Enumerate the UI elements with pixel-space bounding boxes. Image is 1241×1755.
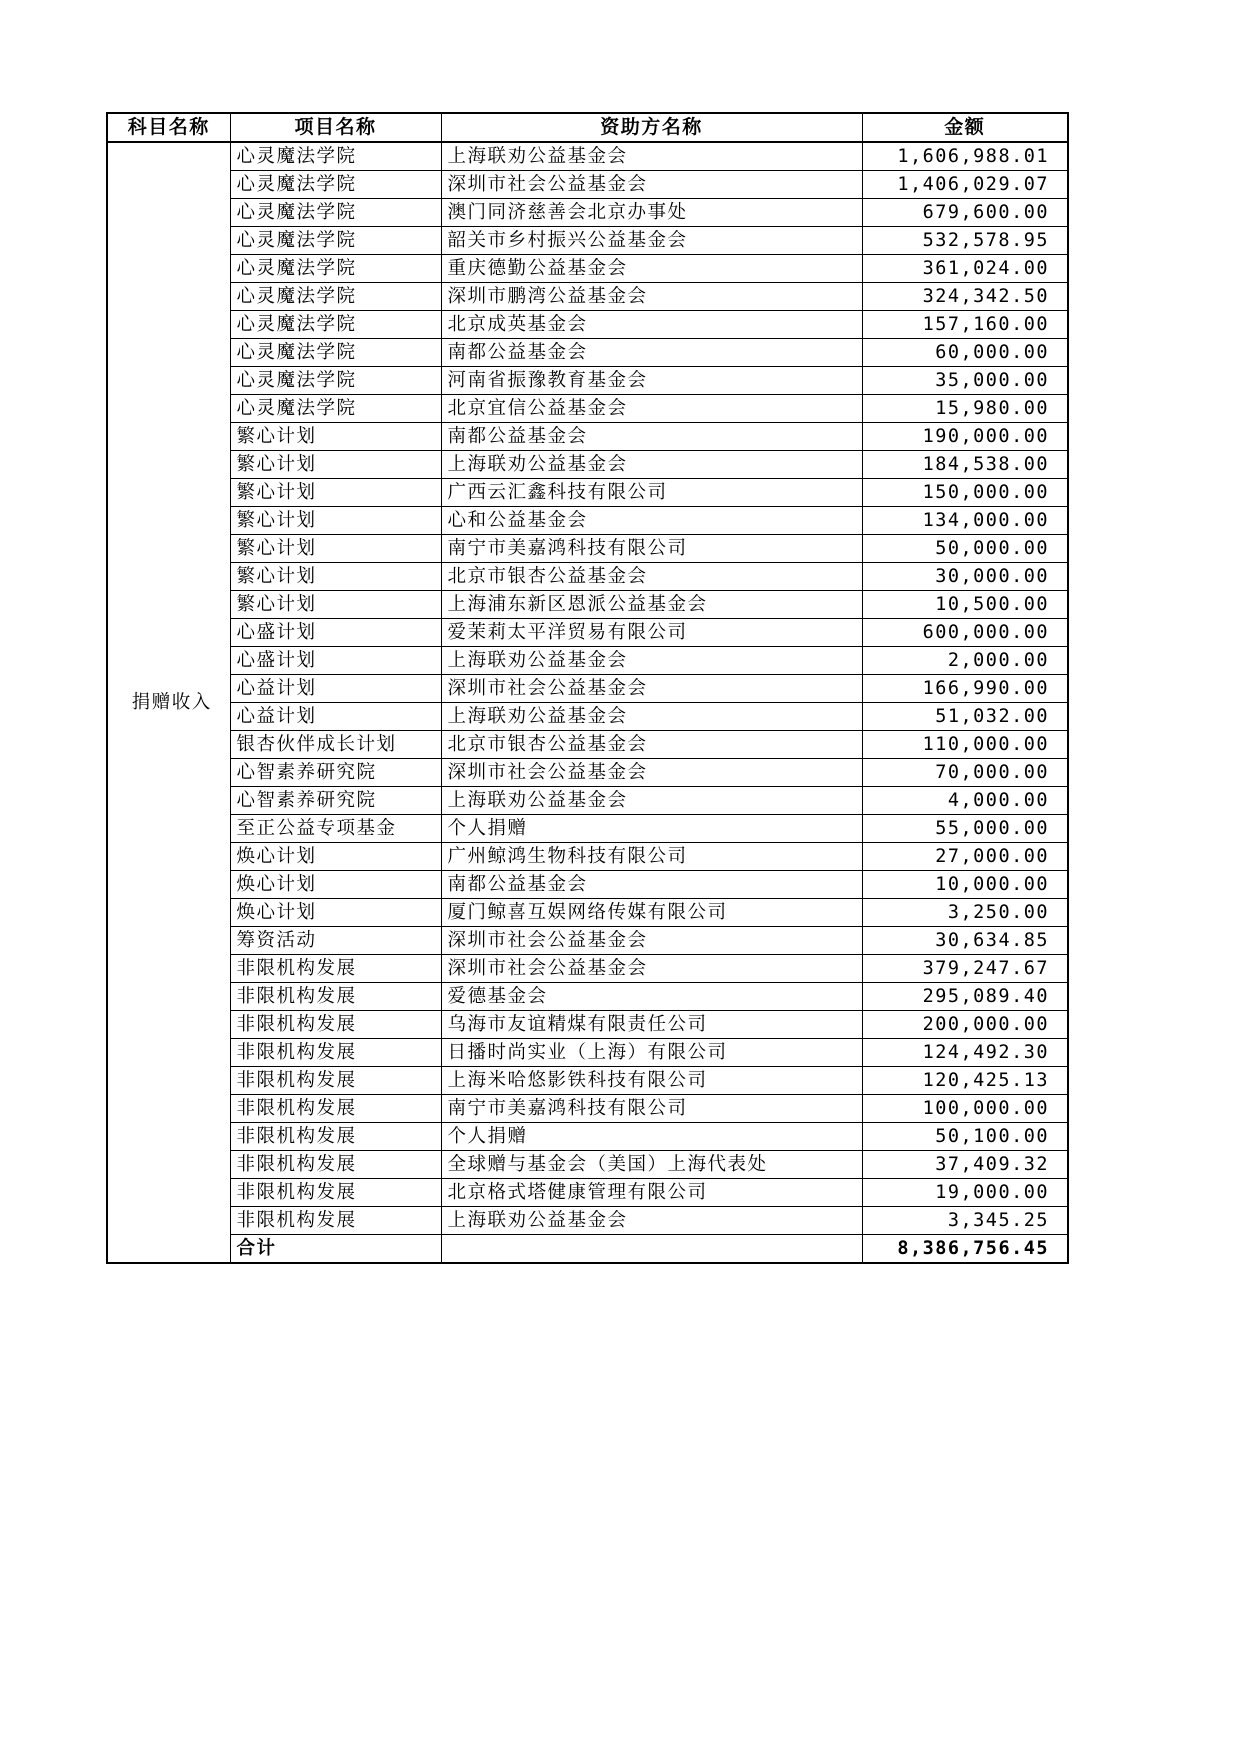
project-cell: 心益计划 bbox=[230, 675, 441, 703]
project-cell: 繁心计划 bbox=[230, 507, 441, 535]
header-funder: 资助方名称 bbox=[441, 113, 862, 142]
funder-cell: 乌海市友谊精煤有限责任公司 bbox=[441, 1011, 862, 1039]
table-header-row bbox=[107, 113, 1068, 142]
project-cell: 筹资活动 bbox=[230, 927, 441, 955]
table-row bbox=[107, 843, 1068, 871]
funder-cell: 上海联劝公益基金会 bbox=[441, 647, 862, 675]
funder-cell: 南都公益基金会 bbox=[441, 339, 862, 367]
funder-cell: 重庆德勤公益基金会 bbox=[441, 255, 862, 283]
amount-cell: 157,160.00 bbox=[862, 311, 1068, 339]
table-row bbox=[107, 423, 1068, 451]
amount-cell: 70,000.00 bbox=[862, 759, 1068, 787]
project-cell: 心智素养研究院 bbox=[230, 759, 441, 787]
amount-cell: 30,000.00 bbox=[862, 563, 1068, 591]
amount-cell: 134,000.00 bbox=[862, 507, 1068, 535]
table-row bbox=[107, 1095, 1068, 1123]
table-row bbox=[107, 535, 1068, 563]
project-cell: 心灵魔法学院 bbox=[230, 255, 441, 283]
funder-cell: 南宁市美嘉鸿科技有限公司 bbox=[441, 535, 862, 563]
project-cell: 非限机构发展 bbox=[230, 1179, 441, 1207]
funder-cell: 爱德基金会 bbox=[441, 983, 862, 1011]
project-cell: 非限机构发展 bbox=[230, 1039, 441, 1067]
amount-cell: 15,980.00 bbox=[862, 395, 1068, 423]
amount-cell: 3,250.00 bbox=[862, 899, 1068, 927]
amount-cell: 324,342.50 bbox=[862, 283, 1068, 311]
amount-cell: 60,000.00 bbox=[862, 339, 1068, 367]
project-cell: 焕心计划 bbox=[230, 843, 441, 871]
funder-cell: 日播时尚实业（上海）有限公司 bbox=[441, 1039, 862, 1067]
table-row bbox=[107, 899, 1068, 927]
amount-cell: 50,000.00 bbox=[862, 535, 1068, 563]
table-body bbox=[107, 142, 1068, 1263]
funder-cell: 深圳市社会公益基金会 bbox=[441, 955, 862, 983]
table-row bbox=[107, 871, 1068, 899]
funder-cell: 南宁市美嘉鸿科技有限公司 bbox=[441, 1095, 862, 1123]
amount-cell: 361,024.00 bbox=[862, 255, 1068, 283]
funder-cell: 韶关市乡村振兴公益基金会 bbox=[441, 227, 862, 255]
amount-cell: 1,406,029.07 bbox=[862, 171, 1068, 199]
project-cell: 心灵魔法学院 bbox=[230, 171, 441, 199]
project-cell: 心灵魔法学院 bbox=[230, 227, 441, 255]
table-row bbox=[107, 283, 1068, 311]
funder-cell: 深圳市鹏湾公益基金会 bbox=[441, 283, 862, 311]
table-row bbox=[107, 1039, 1068, 1067]
project-cell: 非限机构发展 bbox=[230, 1011, 441, 1039]
project-cell: 繁心计划 bbox=[230, 479, 441, 507]
amount-cell: 55,000.00 bbox=[862, 815, 1068, 843]
project-cell: 银杏伙伴成长计划 bbox=[230, 731, 441, 759]
project-cell: 心灵魔法学院 bbox=[230, 283, 441, 311]
funder-cell: 北京宜信公益基金会 bbox=[441, 395, 862, 423]
amount-cell: 19,000.00 bbox=[862, 1179, 1068, 1207]
project-cell: 繁心计划 bbox=[230, 535, 441, 563]
table-row bbox=[107, 1151, 1068, 1179]
funder-cell: 广州鲸鸿生物科技有限公司 bbox=[441, 843, 862, 871]
total-amount: 8,386,756.45 bbox=[862, 1235, 1068, 1264]
amount-cell: 679,600.00 bbox=[862, 199, 1068, 227]
table-row bbox=[107, 787, 1068, 815]
funder-cell: 上海联劝公益基金会 bbox=[441, 1207, 862, 1235]
project-cell: 非限机构发展 bbox=[230, 1095, 441, 1123]
table-row bbox=[107, 142, 1068, 171]
project-cell: 非限机构发展 bbox=[230, 955, 441, 983]
table-row bbox=[107, 619, 1068, 647]
amount-cell: 124,492.30 bbox=[862, 1039, 1068, 1067]
funder-cell: 厦门鲸喜互娱网络传媒有限公司 bbox=[441, 899, 862, 927]
total-empty-cell bbox=[441, 1235, 862, 1264]
funder-cell: 澳门同济慈善会北京办事处 bbox=[441, 199, 862, 227]
header-project: 项目名称 bbox=[230, 113, 441, 142]
project-cell: 心灵魔法学院 bbox=[230, 395, 441, 423]
table-row bbox=[107, 1207, 1068, 1235]
project-cell: 心益计划 bbox=[230, 703, 441, 731]
project-cell: 心灵魔法学院 bbox=[230, 311, 441, 339]
header-subject: 科目名称 bbox=[107, 113, 230, 142]
project-cell: 繁心计划 bbox=[230, 451, 441, 479]
table-row bbox=[107, 339, 1068, 367]
amount-cell: 600,000.00 bbox=[862, 619, 1068, 647]
funder-cell: 河南省振豫教育基金会 bbox=[441, 367, 862, 395]
amount-cell: 30,634.85 bbox=[862, 927, 1068, 955]
project-cell: 心灵魔法学院 bbox=[230, 142, 441, 171]
table-row bbox=[107, 227, 1068, 255]
project-cell: 心灵魔法学院 bbox=[230, 339, 441, 367]
amount-cell: 166,990.00 bbox=[862, 675, 1068, 703]
table-row bbox=[107, 983, 1068, 1011]
funder-cell: 北京市银杏公益基金会 bbox=[441, 563, 862, 591]
funder-cell: 北京市银杏公益基金会 bbox=[441, 731, 862, 759]
funder-cell: 南都公益基金会 bbox=[441, 871, 862, 899]
amount-cell: 10,000.00 bbox=[862, 871, 1068, 899]
table-row bbox=[107, 591, 1068, 619]
amount-cell: 295,089.40 bbox=[862, 983, 1068, 1011]
project-cell: 非限机构发展 bbox=[230, 1207, 441, 1235]
funder-cell: 上海联劝公益基金会 bbox=[441, 451, 862, 479]
table-row bbox=[107, 563, 1068, 591]
table-row bbox=[107, 927, 1068, 955]
project-cell: 心智素养研究院 bbox=[230, 787, 441, 815]
category-cell: 捐赠收入 bbox=[107, 142, 230, 1263]
amount-cell: 120,425.13 bbox=[862, 1067, 1068, 1095]
amount-cell: 51,032.00 bbox=[862, 703, 1068, 731]
funder-cell: 全球赠与基金会（美国）上海代表处 bbox=[441, 1151, 862, 1179]
table-row bbox=[107, 367, 1068, 395]
project-cell: 繁心计划 bbox=[230, 423, 441, 451]
donation-income-table bbox=[106, 112, 1069, 1264]
table-row bbox=[107, 507, 1068, 535]
amount-cell: 10,500.00 bbox=[862, 591, 1068, 619]
funder-cell: 上海联劝公益基金会 bbox=[441, 787, 862, 815]
project-cell: 非限机构发展 bbox=[230, 983, 441, 1011]
amount-cell: 184,538.00 bbox=[862, 451, 1068, 479]
table-row bbox=[107, 255, 1068, 283]
funder-cell: 北京格式塔健康管理有限公司 bbox=[441, 1179, 862, 1207]
table-row bbox=[107, 1011, 1068, 1039]
funder-cell: 上海联劝公益基金会 bbox=[441, 142, 862, 171]
funder-cell: 深圳市社会公益基金会 bbox=[441, 759, 862, 787]
table-row bbox=[107, 815, 1068, 843]
project-cell: 至正公益专项基金 bbox=[230, 815, 441, 843]
funder-cell: 个人捐赠 bbox=[441, 1123, 862, 1151]
total-label: 合计 bbox=[230, 1235, 441, 1264]
amount-cell: 110,000.00 bbox=[862, 731, 1068, 759]
funder-cell: 上海米哈悠影铁科技有限公司 bbox=[441, 1067, 862, 1095]
table-row bbox=[107, 759, 1068, 787]
project-cell: 心灵魔法学院 bbox=[230, 199, 441, 227]
project-cell: 心灵魔法学院 bbox=[230, 367, 441, 395]
project-cell: 非限机构发展 bbox=[230, 1151, 441, 1179]
amount-cell: 379,247.67 bbox=[862, 955, 1068, 983]
amount-cell: 4,000.00 bbox=[862, 787, 1068, 815]
funder-cell: 北京成英基金会 bbox=[441, 311, 862, 339]
amount-cell: 532,578.95 bbox=[862, 227, 1068, 255]
table-row bbox=[107, 395, 1068, 423]
amount-cell: 2,000.00 bbox=[862, 647, 1068, 675]
funder-cell: 上海联劝公益基金会 bbox=[441, 703, 862, 731]
table-row bbox=[107, 955, 1068, 983]
project-cell: 非限机构发展 bbox=[230, 1067, 441, 1095]
project-cell: 焕心计划 bbox=[230, 899, 441, 927]
total-row bbox=[107, 1235, 1068, 1264]
funder-cell: 爱茉莉太平洋贸易有限公司 bbox=[441, 619, 862, 647]
table-row bbox=[107, 703, 1068, 731]
table-row bbox=[107, 647, 1068, 675]
funder-cell: 深圳市社会公益基金会 bbox=[441, 927, 862, 955]
table-row bbox=[107, 675, 1068, 703]
funder-cell: 心和公益基金会 bbox=[441, 507, 862, 535]
funder-cell: 深圳市社会公益基金会 bbox=[441, 171, 862, 199]
project-cell: 繁心计划 bbox=[230, 591, 441, 619]
table-row bbox=[107, 479, 1068, 507]
amount-cell: 190,000.00 bbox=[862, 423, 1068, 451]
amount-cell: 3,345.25 bbox=[862, 1207, 1068, 1235]
header-amount: 金额 bbox=[862, 113, 1068, 142]
amount-cell: 200,000.00 bbox=[862, 1011, 1068, 1039]
funder-cell: 上海浦东新区恩派公益基金会 bbox=[441, 591, 862, 619]
table-row bbox=[107, 731, 1068, 759]
amount-cell: 35,000.00 bbox=[862, 367, 1068, 395]
project-cell: 繁心计划 bbox=[230, 563, 441, 591]
project-cell: 非限机构发展 bbox=[230, 1123, 441, 1151]
project-cell: 心盛计划 bbox=[230, 619, 441, 647]
table-row bbox=[107, 311, 1068, 339]
amount-cell: 50,100.00 bbox=[862, 1123, 1068, 1151]
funder-cell: 广西云汇鑫科技有限公司 bbox=[441, 479, 862, 507]
table-row bbox=[107, 171, 1068, 199]
table-row bbox=[107, 199, 1068, 227]
funder-cell: 深圳市社会公益基金会 bbox=[441, 675, 862, 703]
funder-cell: 个人捐赠 bbox=[441, 815, 862, 843]
table-row bbox=[107, 1179, 1068, 1207]
amount-cell: 150,000.00 bbox=[862, 479, 1068, 507]
table-row bbox=[107, 1123, 1068, 1151]
project-cell: 心盛计划 bbox=[230, 647, 441, 675]
amount-cell: 100,000.00 bbox=[862, 1095, 1068, 1123]
funder-cell: 南都公益基金会 bbox=[441, 423, 862, 451]
table-row bbox=[107, 451, 1068, 479]
amount-cell: 37,409.32 bbox=[862, 1151, 1068, 1179]
project-cell: 焕心计划 bbox=[230, 871, 441, 899]
amount-cell: 27,000.00 bbox=[862, 843, 1068, 871]
amount-cell: 1,606,988.01 bbox=[862, 142, 1068, 171]
table-row bbox=[107, 1067, 1068, 1095]
